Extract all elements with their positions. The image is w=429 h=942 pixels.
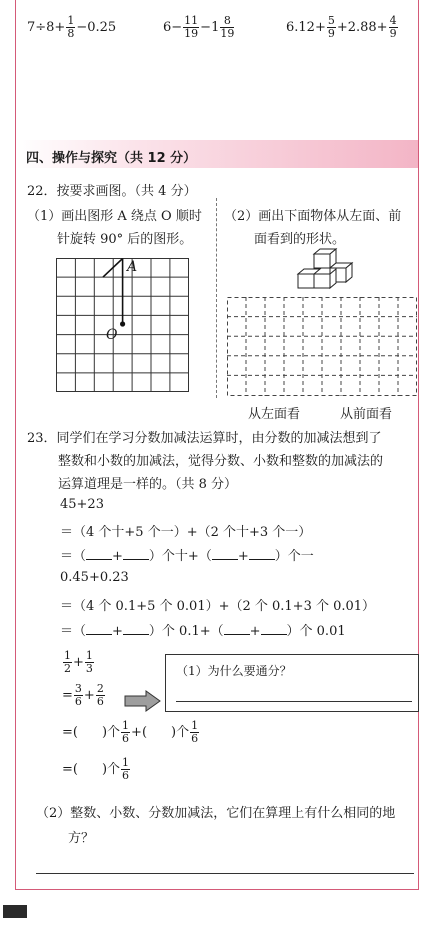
- q22-part1-line2: 针旋转 90° 后的图形。: [57, 232, 193, 247]
- box-question: （1）为什么要通分？: [176, 664, 292, 678]
- label-view-left: 从左面看: [248, 407, 301, 422]
- q23-intro-line1: 23．同学们在学习分数加减法运算时，由分数的加减法想到了: [27, 431, 382, 446]
- answer-blank[interactable]: [123, 547, 149, 560]
- integer-line-1: ＝（4 个十+5 个一）+（2 个十+3 个一）: [60, 525, 312, 540]
- section-title: 四、操作与探究（共 12 分）: [26, 151, 197, 166]
- column-divider: [216, 198, 217, 398]
- q23-part2-line2: 方？: [68, 831, 95, 846]
- integer-line-2: ＝（ + ）个十+（ + ）个一: [60, 549, 314, 564]
- integer-expression: 45+23: [60, 497, 104, 512]
- q22-part2-line2: 面看到的形状。: [254, 232, 346, 247]
- expression-1: 7÷8+ $\frac{1}{8}$ −0.25: [27, 14, 117, 40]
- fraction-line-2: =( )个 $\frac{1}{6}$ +( )个 $\frac{1}{6}$: [62, 719, 199, 745]
- label-o: O: [106, 327, 118, 343]
- box-answer-line[interactable]: [176, 701, 412, 702]
- rotation-grid: [56, 258, 189, 392]
- question-box: [165, 654, 419, 712]
- q22-title: 22．按要求画图。（共 4 分）: [27, 184, 197, 199]
- answer-blank[interactable]: [212, 547, 238, 560]
- expression-3: 6.12+ $\frac{5}{9}$ +2.88+ $\frac{4}{9}$: [286, 14, 397, 40]
- q23-intro-line2: 整数和小数的加减法，觉得分数、小数和整数的加减法的: [58, 454, 384, 469]
- answer-blank[interactable]: [86, 622, 112, 635]
- arrow-right-icon: [124, 690, 162, 712]
- q23-part2-line1: （2）整数、小数、分数加减法，它们在算理上有什么相同的地: [36, 806, 396, 821]
- fraction-line-3: =( )个 $\frac{1}{6}$: [62, 756, 130, 782]
- q23-intro-line3: 运算道理是一样的。（共 8 分）: [58, 477, 238, 492]
- q22-part1-line1: （1）画出图形 A 绕点 O 顺时: [27, 209, 202, 224]
- answer-blank[interactable]: [249, 547, 275, 560]
- q22-part2-line1: （2）画出下面物体从左面、前: [224, 209, 402, 224]
- cube-stack-figure: [288, 248, 356, 292]
- decimal-line-1: ＝（4 个 0.1+5 个 0.01）+（2 个 0.1+3 个 0.01）: [60, 599, 376, 614]
- decimal-line-2: ＝（ + ）个 0.1+（ + ）个 0.01: [60, 624, 346, 639]
- answer-blank[interactable]: [86, 547, 112, 560]
- decimal-expression: 0.45+0.23: [60, 570, 129, 585]
- fraction-expression: $\frac{1}{2}$ + $\frac{1}{3}$: [64, 649, 93, 675]
- fraction-line-1: = $\frac{3}{6}$ + $\frac{2}{6}$: [62, 682, 104, 708]
- answer-blank[interactable]: [123, 622, 149, 635]
- dashed-answer-grid: [227, 297, 417, 399]
- label-view-front: 从前面看: [340, 407, 393, 422]
- answer-blank[interactable]: [224, 622, 250, 635]
- page-corner-mark: [3, 905, 27, 918]
- point-o-dot: [120, 321, 125, 326]
- expression-2: 6− $\frac{11}{19}$ −1 $\frac{8}{19}$: [163, 14, 235, 40]
- label-a: A: [127, 259, 138, 275]
- answer-blank[interactable]: [261, 622, 287, 635]
- answer-line[interactable]: [36, 873, 414, 874]
